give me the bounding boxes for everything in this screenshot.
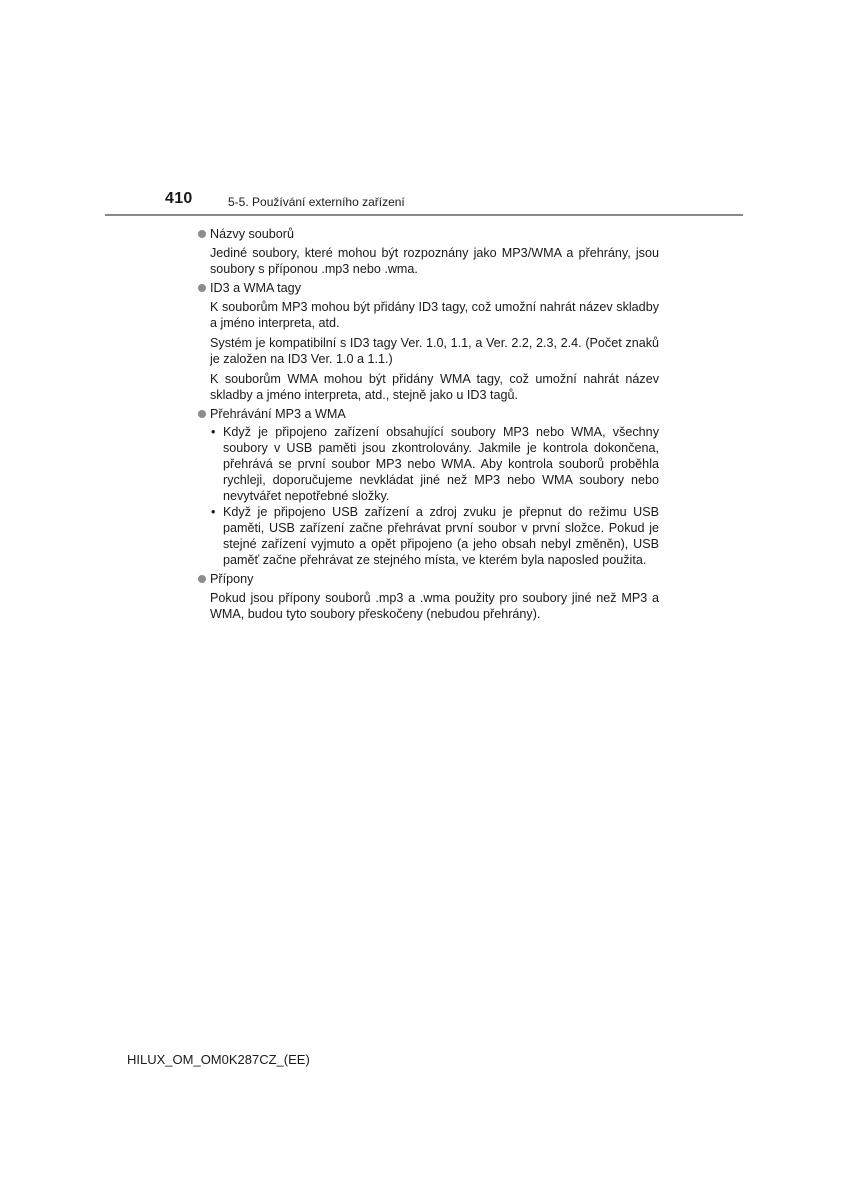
section-title: 5-5. Používání externího zařízení <box>228 195 405 209</box>
list-item-text: Když je připojeno USB zařízení a zdroj zvuku je přepnut do režimu USB paměti, USB zařízení začne přehrávat první soubor v první složce. Pokud je stejné zařízení vyjmuto a opět připojeno (a jeho obsah nebyl změněn), USB paměť začne přehrávat ze stejného místa, ve kterém byla naposled použita. <box>223 505 659 567</box>
section-heading-id3-wma-tags <box>196 280 659 296</box>
bullet-dot-icon <box>198 410 206 418</box>
list-item-text: Když je připojeno zařízení obsahující soubory MP3 nebo WMA, všechny soubory v USB paměti jsou zkontrolovány. Jakmile je kontrola dokončena, přehrává se první soubor MP3 nebo WMA. Aby kontrola souborů proběhla rychleji, doporučujeme nevkládat jiné než MP3 nebo WMA soubory nebo nevytvářet nepotřebné složky. <box>223 425 659 503</box>
page-number: 410 <box>165 190 193 207</box>
header-divider <box>105 214 743 216</box>
section-heading-text: Přípony <box>210 572 254 586</box>
document-code: HILUX_OM_OM0K287CZ_(EE) <box>127 1052 310 1067</box>
section-heading-playback <box>196 406 659 422</box>
paragraph: K souborům MP3 mohou být přidány ID3 tagy, což umožní nahrát název skladby a jméno interpreta, atd. <box>210 300 659 330</box>
bullet-dot-icon <box>198 284 206 292</box>
list-item <box>210 504 659 568</box>
bullet-dot-icon <box>198 230 206 238</box>
page-content <box>196 223 659 622</box>
section-heading-text: Názvy souborů <box>210 227 294 241</box>
bullet-dot-icon <box>198 575 206 583</box>
section-heading-text: ID3 a WMA tagy <box>210 281 301 295</box>
bullet-list <box>210 424 659 568</box>
list-item <box>210 424 659 504</box>
paragraph: Systém je kompatibilní s ID3 tagy Ver. 1.0, 1.1, a Ver. 2.2, 2.3, 2.4. (Počet znaků je založen na ID3 Ver. 1.0 a 1.1.) <box>210 336 659 366</box>
section-heading-text: Přehrávání MP3 a WMA <box>210 407 346 421</box>
paragraph: Jediné soubory, které mohou být rozpoznány jako MP3/WMA a přehrány, jsou soubory s příponou .mp3 nebo .wma. <box>210 246 659 276</box>
paragraph: K souborům WMA mohou být přidány WMA tagy, což umožní nahrát název skladby a jméno interpreta, atd., stejně jako u ID3 tagů. <box>210 372 659 402</box>
paragraph: Pokud jsou přípony souborů .mp3 a .wma použity pro soubory jiné než MP3 a WMA, budou tyto soubory přeskočeny (nebudou přehrány). <box>210 591 659 621</box>
bullet-point-icon: • <box>211 425 216 439</box>
bullet-point-icon: • <box>211 505 216 519</box>
section-heading-file-names <box>196 226 659 242</box>
section-heading-extensions <box>196 571 659 587</box>
